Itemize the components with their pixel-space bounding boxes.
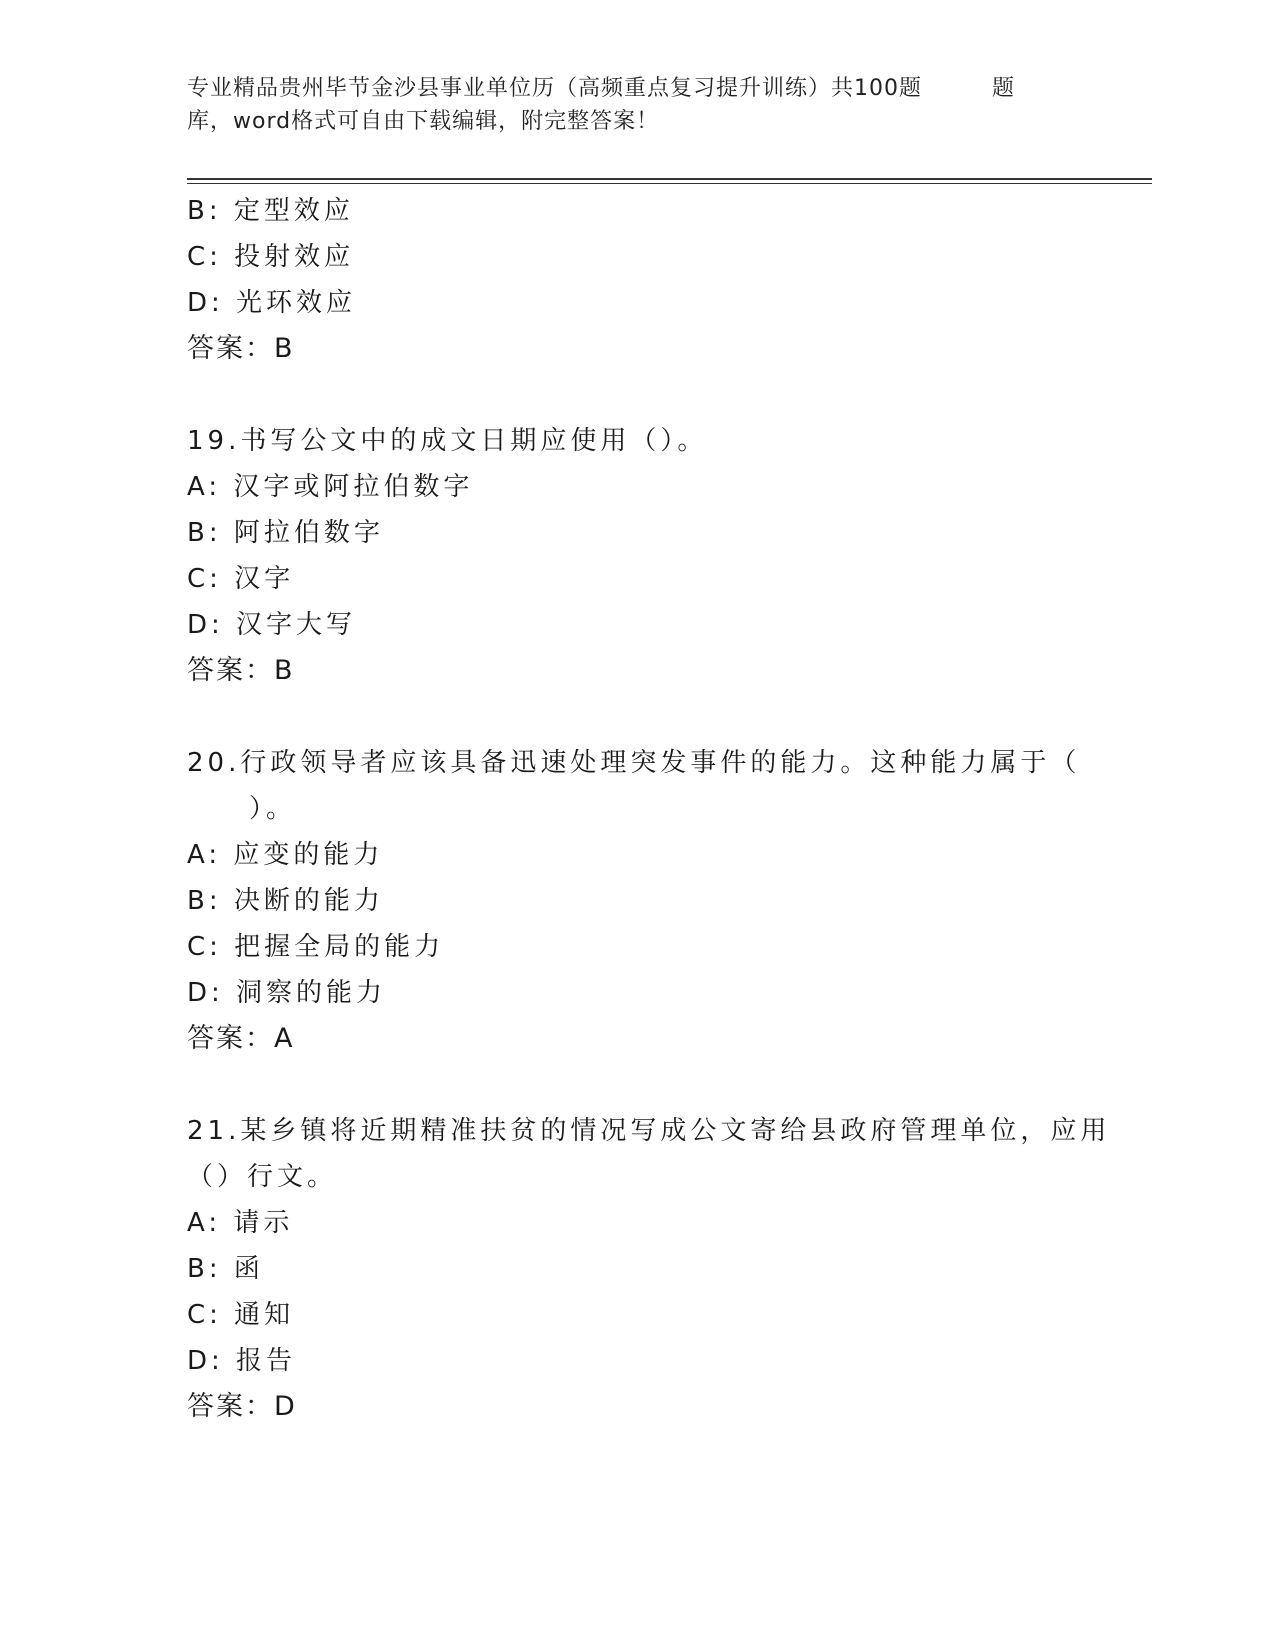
header-line-1 [187, 72, 1087, 105]
option-b: B: 定型效应 [187, 196, 354, 226]
option-b: B: 决断的能力 [187, 886, 384, 916]
question-block-21 [187, 1108, 1111, 1430]
header-rule-thick [187, 178, 1152, 180]
option-a: A: 请示 [187, 1208, 294, 1238]
answer-line: 答案：B [187, 333, 295, 364]
option-c: C: 通知 [187, 1300, 295, 1330]
question-text: 20.行政领导者应该具备迅速处理突发事件的能力。这种能力属于（ [187, 748, 1081, 778]
option-d: D: 报告 [187, 1346, 297, 1376]
option-c: C: 投射效应 [187, 242, 355, 272]
question-block-20 [187, 740, 1087, 1062]
option-a: A: 应变的能力 [187, 840, 384, 870]
option-d: D: 洞察的能力 [187, 978, 387, 1008]
question-list [187, 188, 1111, 1430]
question-block-partial [187, 188, 1087, 372]
question-text-continued [187, 786, 1087, 832]
option-b: B: 函 [187, 1254, 264, 1284]
answer-line: 答案：A [187, 1023, 295, 1054]
header-rule-thin [187, 183, 1152, 184]
option-a: A: 汉字或阿拉伯数字 [187, 472, 474, 502]
header-line-2: 库，word格式可自由下载编辑，附完整答案！ [187, 109, 660, 134]
question-text: 21.某乡镇将近期精准扶贫的情况写成公文寄给县政府管理单位，应用 [187, 1116, 1111, 1146]
question-block-19 [187, 418, 1087, 694]
page-header [187, 72, 1087, 138]
question-text: 19.书写公文中的成文日期应使用（）。 [187, 426, 708, 456]
option-c: C: 汉字 [187, 564, 295, 594]
answer-line: 答案：B [187, 655, 295, 686]
header-title: 专业精品贵州毕节金沙县事业单位历（高频重点复习提升训练）共100题 [187, 76, 922, 101]
option-c: C: 把握全局的能力 [187, 932, 445, 962]
question-text-tail: ）。 [249, 794, 297, 824]
option-d: D: 汉字大写 [187, 610, 357, 640]
header-title-tail: 题 [992, 76, 1016, 101]
question-text-continued: （）行文。 [187, 1162, 338, 1192]
option-b: B: 阿拉伯数字 [187, 518, 384, 548]
answer-line: 答案：D [187, 1391, 297, 1422]
option-d: D: 光环效应 [187, 288, 357, 318]
